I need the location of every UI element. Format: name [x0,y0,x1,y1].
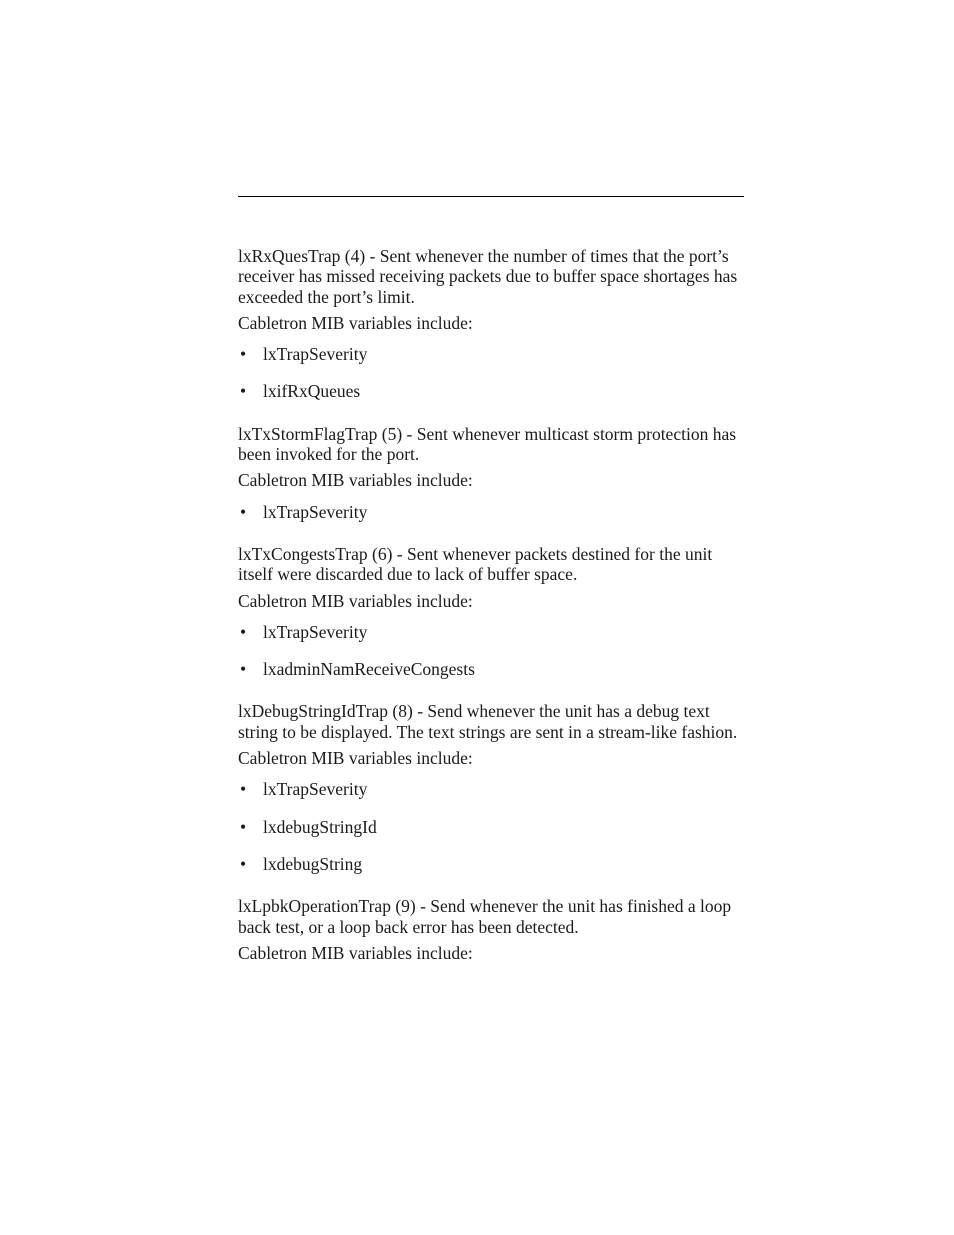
bullet-icon: • [240,816,247,837]
list-item [238,854,744,874]
bullet-icon: • [240,779,247,800]
mib-variable-list [238,344,744,402]
list-item [238,659,744,679]
mib-variables-lead: Cabletron MIB variables include: [238,470,473,491]
trap-entry-lpbkoperation [238,896,744,963]
bullet-icon: • [240,853,247,874]
mib-variables-lead: Cabletron MIB variables include: [238,942,473,963]
mib-variable: lxadminNamReceiveCongests [263,659,475,680]
list-item [238,779,744,799]
bullet-icon: • [240,344,247,365]
list-item [238,502,744,522]
mib-variable: lxifRxQueues [263,381,361,402]
mib-variable-list [238,779,744,874]
trap-entry-txstormflag [238,424,744,522]
trap-entry-rxques [238,246,744,402]
mib-variable-list [238,622,744,680]
mib-variable: lxdebugStringId [263,816,377,837]
mib-variable: lxTrapSeverity [263,501,368,522]
trap-description: lxLpbkOperationTrap (9) - Send whenever the unit has finished a loop back test, or a loop back error has been detected. [238,896,732,937]
mib-variables-lead: Cabletron MIB variables include: [238,312,473,333]
list-item [238,381,744,401]
mib-variable: lxTrapSeverity [263,779,368,800]
trap-entry-txcongests [238,544,744,679]
list-item [238,817,744,837]
header-rule [238,196,744,197]
mib-variables-lead: Cabletron MIB variables include: [238,748,473,769]
mib-variable: lxdebugString [263,853,363,874]
document-body [238,246,744,985]
bullet-icon: • [240,659,247,680]
trap-description: lxRxQuesTrap (4) - Sent whenever the number of times that the port’s receiver has missed receiving packets due to buffer space shortages has exceeded the port’s limit. [238,246,738,307]
mib-variables-lead: Cabletron MIB variables include: [238,590,473,611]
mib-variable: lxTrapSeverity [263,344,368,365]
bullet-icon: • [240,501,247,522]
bullet-icon: • [240,381,247,402]
list-item [238,344,744,364]
mib-variable: lxTrapSeverity [263,621,368,642]
list-item [238,622,744,642]
bullet-icon: • [240,621,247,642]
trap-description: lxTxStormFlagTrap (5) - Sent whenever multicast storm protection has been invoked for the port. [238,423,737,465]
trap-description: lxTxCongestsTrap (6) - Sent whenever packets destined for the unit itself were discarded due to lack of buffer space. [238,543,713,585]
mib-variable-list [238,502,744,522]
trap-description: lxDebugStringIdTrap (8) - Send whenever the unit has a debug text string to be displayed. The text strings are sent in a stream-like fashion. [238,701,738,742]
trap-entry-debugstringid [238,701,744,874]
